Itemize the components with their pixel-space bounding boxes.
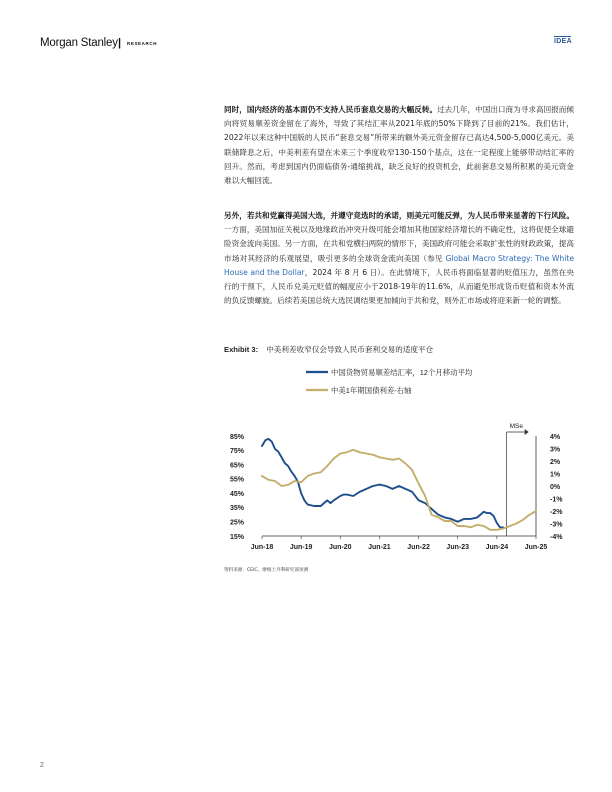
morgan-stanley-logo: Morgan Stanley: [40, 37, 118, 49]
y-left-tick-label: 45%: [230, 490, 245, 498]
y-left-tick-label: 85%: [230, 433, 245, 441]
y-right-tick-label: 0%: [550, 483, 561, 491]
x-tick-label: Jun-23: [446, 544, 469, 551]
y-left-tick-label: 65%: [230, 462, 245, 470]
x-tick-label: Jun-25: [524, 544, 548, 551]
header-separator: |: [118, 37, 122, 49]
badge-rule: [554, 36, 571, 37]
exhibit-title: [224, 344, 433, 355]
paragraph-body: 过去几年，中国出口商为寻求高回报而倾向将贸易顺差资金留在了海外，导致了其结汇率从2021年底的50%下降到了目前的21%。我们估计，2022年以来这种中国版的人民币“套息交易”所带来的额外美元资金留存已高达4,500-5,000亿美元。美联储降息之后，中美利差有望在未来三个季度收窄130-150个基点，这在一定程度上能够带动结汇率的回升。然而，考虑到国内仍面临债务-通缩挑战，缺乏良好的投资机会，此前套息交易所积累的美元资金难以大幅回流。: [224, 105, 575, 186]
x-tick-label: Jun-24: [485, 544, 509, 551]
y-left-tick-label: 35%: [230, 505, 245, 513]
x-tick-label: Jun-22: [407, 544, 430, 551]
paragraph-body: 一方面，美国加征关税以及地缘政治冲突升级可能会增加其他国家经济增长的不确定性，这将促使全球避险资金流向美国。另一方面，在共和党横扫两院的情形下，美国政府可能会采取扩张性的财政政策，提高市场对其经济的乐观展望，吸引更多的全球资金流向美国（参见: [224, 225, 574, 263]
y-right-tick-label: -3%: [550, 521, 563, 529]
chart-legend: [306, 368, 473, 395]
idea-badge: IDEA: [554, 38, 572, 45]
paragraph-body-continued: ，2024 年 8 月 6 日）。在此情境下，人民币将面临显著的贬值压力，虽然在央行的干预下，人民币兑美元贬值的幅度应小于2018-19年的11.6%，从而避免形成货币贬值和资本外流的负反馈螺旋。后续若美国总统大选民调结果更加倾向于共和党，则外汇市场或将迎来新一轮的调整。: [224, 267, 574, 306]
paragraph-lead: 同时，国内经济的基本面仍不支持人民币套息交易的大幅反转。: [224, 105, 438, 114]
y-right-tick-label: 3%: [550, 446, 561, 454]
legend-label-settlement-rate: 中国货物贸易顺差结汇率，12个月移动平均: [331, 368, 473, 377]
exhibit-label: Exhibit 3:: [224, 345, 259, 354]
y-left-tick-label: 55%: [230, 476, 245, 484]
forecast-label: MSe: [509, 423, 524, 430]
y-right-tick-label: -4%: [550, 533, 563, 541]
section-label: RESEARCH: [127, 41, 158, 46]
page-number: 2: [40, 762, 44, 769]
report-link[interactable]: Global Macro Strategy: The White House and the Dollar: [224, 253, 574, 277]
exhibit-caption: 中美利差收窄仅会导致人民币套利交易的适度平仓: [266, 345, 434, 354]
y-right-tick-label: 1%: [550, 471, 561, 479]
legend-label-rate-spread: 中美1年期国债利差-右轴: [331, 386, 412, 395]
y-left-tick-label: 75%: [230, 448, 245, 456]
paragraph-domestic-fundamentals: [224, 103, 574, 188]
chart-series: [262, 439, 536, 530]
y-right-tick-label: 2%: [550, 458, 561, 466]
y-right-tick-label: -2%: [550, 508, 563, 516]
x-tick-label: Jun-20: [329, 544, 352, 551]
paragraph-us-election: [224, 209, 574, 308]
x-tick-label: Jun-19: [289, 544, 313, 551]
paragraph-lead: 另外，若共和党赢得美国大选，并遵守竞选时的承诺，则美元可能反弹，为人民币带来显著的下行风险。: [224, 211, 574, 220]
x-tick-label: Jun-21: [368, 544, 391, 551]
y-right-tick-label: -1%: [550, 496, 563, 504]
y-right-tick-label: 4%: [550, 433, 561, 441]
x-tick-label: Jun-18: [250, 544, 274, 551]
exhibit-chart: [224, 362, 574, 562]
y-left-tick-label: 25%: [230, 519, 245, 527]
forecast-arrow-head: [525, 429, 529, 435]
y-left-tick-label: 15%: [230, 533, 245, 541]
chart-source: 资料来源：CEIC、摩根士丹利研究部预测: [224, 568, 309, 573]
series-line-settlement-rate: [262, 439, 503, 528]
